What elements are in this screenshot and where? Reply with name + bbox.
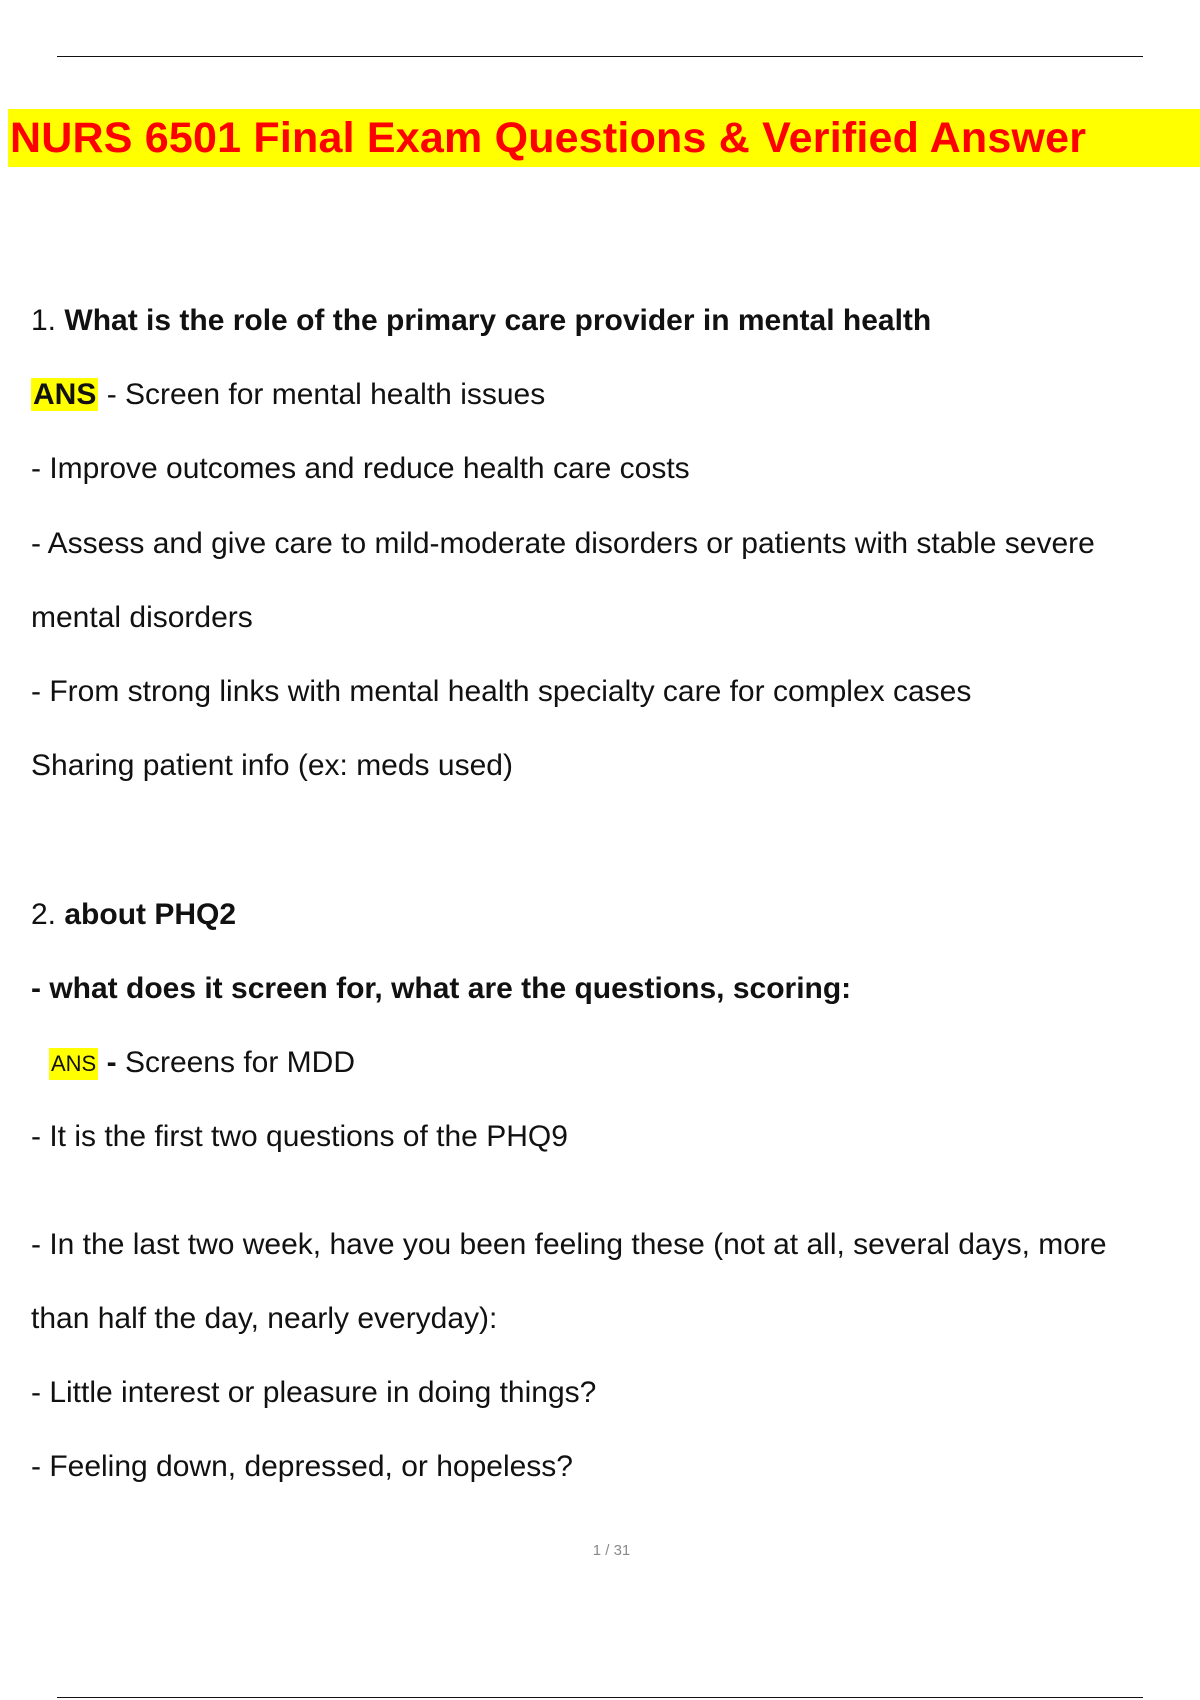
answer-2-first-line	[49, 1043, 355, 1085]
answer-1-line: Sharing patient info (ex: meds used)	[31, 749, 513, 782]
bottom-rule	[57, 1697, 1143, 1698]
answer-2-line: - Feeling down, depressed, or hopeless?	[31, 1450, 573, 1483]
question-2	[31, 895, 236, 935]
answer-2-line: - It is the first two questions of the PHQ9	[31, 1120, 568, 1153]
ans-dash-2: -	[106, 1046, 117, 1079]
ans-label-1: ANS	[33, 378, 97, 411]
answer-1-line: mental disorders	[31, 601, 253, 634]
document-title: NURS 6501 Final Exam Questions & Verified Answer	[10, 114, 1087, 162]
title-banner	[8, 109, 1200, 167]
question-1	[31, 301, 931, 341]
answer-2-line: - In the last two week, have you been feeling these (not at all, several days, more	[31, 1228, 1107, 1261]
answer-2-line: than half the day, nearly everyday):	[31, 1302, 498, 1335]
answer-1-first-line	[31, 375, 545, 415]
question-1-text: What is the role of the primary care provider in mental health	[64, 304, 932, 337]
answer-1-text: - Screen for mental health issues	[106, 378, 546, 411]
answer-2-line: - Little interest or pleasure in doing things?	[31, 1376, 597, 1409]
question-2-text: about PHQ2	[64, 898, 237, 931]
question-1-number: 1.	[31, 304, 57, 337]
question-2-subtext: - what does it screen for, what are the questions, scoring:	[31, 972, 852, 1005]
answer-1-line: - From strong links with mental health specialty care for complex cases	[31, 675, 972, 708]
ans-label-2: ANS	[49, 1048, 98, 1080]
page-indicator: 1 / 31	[592, 1542, 631, 1559]
answer-1-line: - Assess and give care to mild-moderate disorders or patients with stable severe	[31, 527, 1095, 560]
top-rule	[57, 56, 1143, 57]
question-2-number: 2.	[31, 898, 57, 931]
answer-1-line: - Improve outcomes and reduce health care costs	[31, 452, 690, 485]
answer-2-text: Screens for MDD	[124, 1046, 355, 1079]
